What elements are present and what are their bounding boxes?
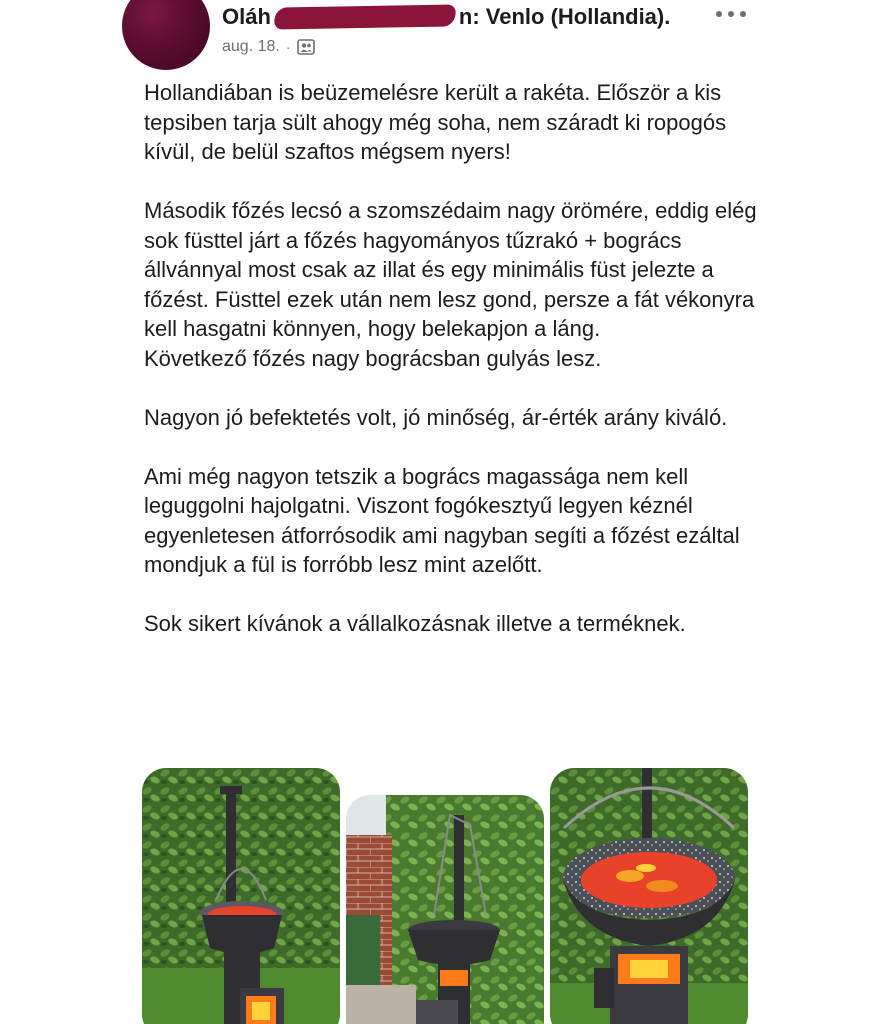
author-name[interactable]: Oláh — [222, 4, 271, 29]
ellipsis-icon[interactable] — [716, 2, 746, 26]
post-photo-1[interactable] — [142, 768, 340, 1024]
meta-separator: · — [285, 39, 291, 55]
post-photo-2[interactable] — [346, 795, 544, 1024]
location-text[interactable]: n: Venlo (Hollandia). — [458, 4, 671, 29]
post-meta — [222, 38, 315, 56]
post-paragraph: Nagyon jó befektetés volt, jó minőség, ár-érték arány kiváló. — [144, 404, 728, 430]
friends-icon — [297, 39, 315, 55]
post-photo-3[interactable] — [550, 768, 748, 1024]
post-text — [144, 78, 764, 668]
redaction-mark — [272, 4, 457, 29]
avatar[interactable] — [122, 0, 210, 70]
author-line[interactable] — [222, 4, 670, 30]
post-paragraph: Második főzés lecsó a szomszédaim nagy örömére, eddig elég sok füsttel járt a főzés hagyományos tűzrakó + bogrács állvánnyal most csak az illat és egy minimális füst jelezte a főzést. Füsttel ezek után nem lesz gond, persze a fát vékonyra kell hasgatni könnyen, hogy belekapjon a láng. Következő főzés nagy bográcsban gulyás lesz. — [144, 198, 757, 371]
post-date[interactable]: aug. 18. — [222, 38, 280, 55]
post-paragraph: Sok sikert kívánok a vállalkozásnak illetve a terméknek. — [144, 611, 686, 636]
post-paragraph: Ami még nagyon tetszik a bogrács magassága nem kell leguggolni hajolgatni. Viszont fogókesztyű legyen kéznél egyenletesen átforrósodik ami nagyban segíti a főzést ezáltal mondjuk a fül is forróbb lesz mint azelőtt. — [144, 463, 740, 577]
post-paragraph: Hollandiában is beüzemelésre került a rakéta. Először a kis tepsiben tarja sült ahogy még soha, nem száradt ki ropogós kívül, de belül szaftos mégsem nyers! — [144, 80, 727, 164]
